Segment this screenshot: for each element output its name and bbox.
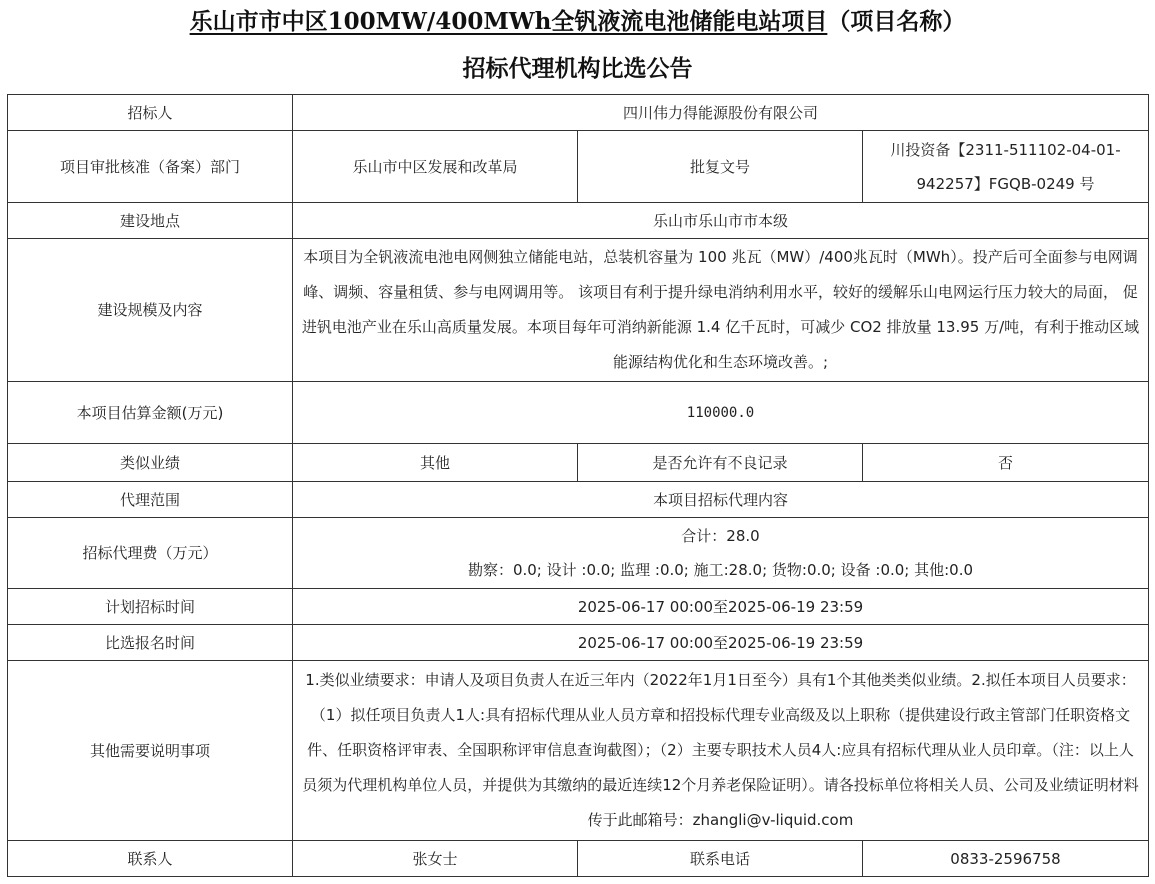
budget-label: 本项目估算金额(万元) [8,382,293,444]
performance-label: 类似业绩 [8,444,293,482]
table-row [8,841,1149,877]
scale-value: 本项目为全钒液流电池电网侧独立储能电站，总装机容量为 100 兆瓦（MW）/400兆瓦时（MWh）。投产后可全面参与电网调峰、调频、容量租赁、参与电网调用等。 该项目有利于提升绿电消纳利用水平，较好的缓解乐山电网运行压力较大的局面， 促进钒电池产业在乐山高质量发展。本项目每年可消纳新能源 1.4 亿千瓦时，可减少 CO2 排放量 13.95 万/吨，有利于推动区域能源结构优化和生态环境改善。; [293,239,1149,382]
table-row [8,661,1149,841]
location-label: 建设地点 [8,203,293,239]
table-row [8,95,1149,131]
fee-label: 招标代理费（万元） [8,518,293,589]
table-row [8,589,1149,625]
signup-time-label: 比选报名时间 [8,625,293,661]
header [0,0,1155,94]
other-value: 1.类似业绩要求：申请人及项目负责人在近三年内（2022年1月1日至今）具有1个其他类类似业绩。2.拟任本项目人员要求：（1）拟任项目负责人1人:具有招标代理从业人员方章和招投标代理专业高级及以上职称（提供建设行政主管部门任职资格文件、任职资格评审表、全国职称评审信息查询截图）；（2）主要专职技术人员4人:应具有招标代理从业人员印章。（注：以上人员须为代理机构单位人员，并提供为其缴纳的最近连续12个月养老保险证明）。请各投标单位将相关人员、公司及业绩证明材料传于此邮箱号：zhangli@v-liquid.com [293,661,1149,841]
tenderer-value: 四川伟力得能源股份有限公司 [293,95,1149,131]
fee-breakdown: 勘察：0.0; 设计 :0.0; 监理 :0.0; 施工:28.0; 货物:0.0; 设备 :0.0; 其他:0.0 [467,561,974,579]
bad-record-value: 否 [863,444,1149,482]
table-row [8,444,1149,482]
bad-record-label: 是否允许有不良记录 [578,444,863,482]
table-row [8,482,1149,518]
approval-label: 项目审批核准（备案）部门 [8,131,293,203]
location-value: 乐山市乐山市市本级 [293,203,1149,239]
contact-value: 张女士 [293,841,578,877]
fee-value [293,518,1149,589]
table-row [8,131,1149,203]
scope-value: 本项目招标代理内容 [293,482,1149,518]
tenderer-label: 招标人 [8,95,293,131]
plan-time-label: 计划招标时间 [8,589,293,625]
other-label: 其他需要说明事项 [8,661,293,841]
project-name-suffix: （项目名称） [827,8,966,35]
contact-label: 联系人 [8,841,293,877]
approval-doc-value: 川投资备【2311-511102-04-01-942257】FGQB-0249 号 [863,131,1149,203]
phone-value: 0833-2596758 [863,841,1149,877]
announcement-table [7,94,1149,877]
budget-value: 110000.0 [293,382,1149,444]
approval-doc-label: 批复文号 [578,131,863,203]
fee-total: 合计：28.0 [681,527,760,545]
page-title [0,0,1155,44]
table-row [8,239,1149,382]
approval-department: 乐山市中区发展和改革局 [293,131,578,203]
table-row [8,382,1149,444]
page-subtitle: 招标代理机构比选公告 [462,55,693,82]
phone-label: 联系电话 [578,841,863,877]
performance-value: 其他 [293,444,578,482]
scope-label: 代理范围 [8,482,293,518]
plan-time-value: 2025-06-17 00:00至2025-06-19 23:59 [293,589,1149,625]
signup-time-value: 2025-06-17 00:00至2025-06-19 23:59 [293,625,1149,661]
project-name: 乐山市市中区100MW/400MWh全钒液流电池储能电站项目 [189,8,828,35]
scale-label: 建设规模及内容 [8,239,293,382]
table-row [8,625,1149,661]
table-row [8,518,1149,589]
table-row [8,203,1149,239]
